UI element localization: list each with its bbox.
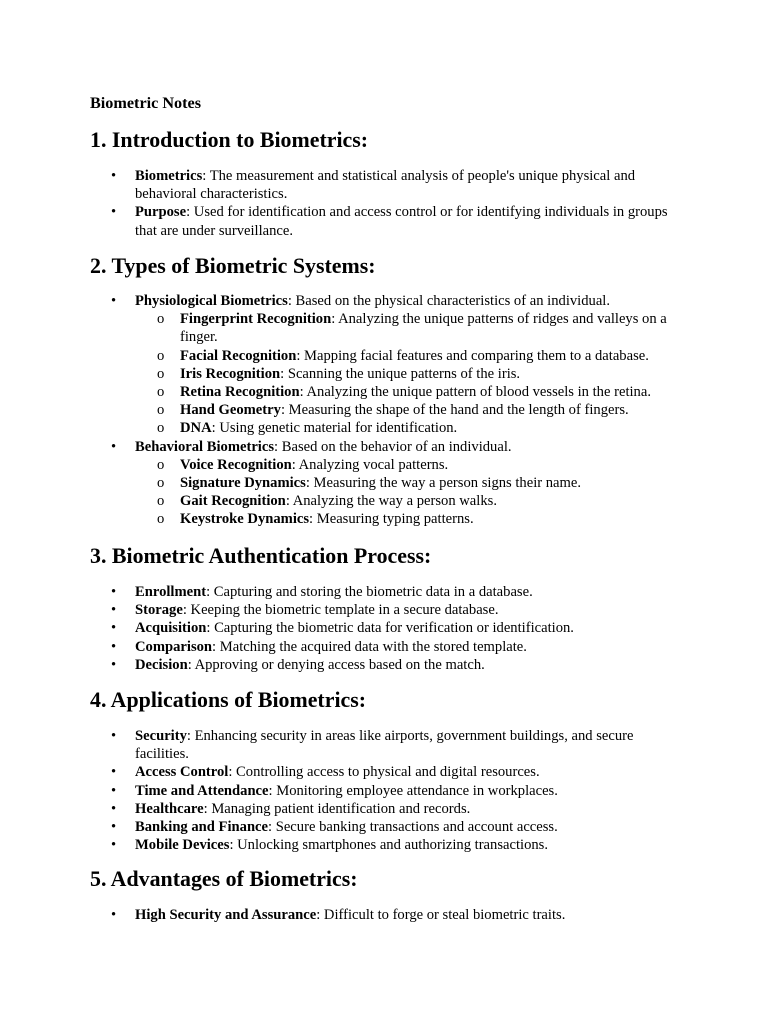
list-item [90, 818, 690, 836]
sub-bullet-marker: o [157, 493, 165, 510]
item-term: Banking and Finance [135, 819, 269, 836]
bullet-marker: • [111, 656, 117, 673]
item-term: Keystroke Dynamics [180, 511, 310, 528]
item-text: : Measuring typing patterns. [309, 511, 474, 528]
sub-list [135, 456, 690, 529]
section-list [90, 292, 690, 529]
bullet-marker: • [111, 204, 117, 221]
sub-bullet-marker: o [157, 475, 165, 492]
item-term: Healthcare [135, 800, 204, 817]
item-text: : Unlocking smartphones and authorizing transactions. [229, 837, 548, 854]
list-item [90, 203, 690, 239]
list-item [90, 292, 690, 438]
item-term: Facial Recognition [180, 347, 297, 364]
item-term: Time and Attendance [135, 782, 269, 799]
section-list [90, 906, 690, 924]
section-list [90, 167, 690, 240]
item-text: : Analyzing the way a person walks. [285, 493, 497, 510]
bullet-marker: • [111, 168, 117, 184]
item-text: : Controlling access to physical and digital resources. [228, 764, 540, 781]
item-text: : Approving or denying access based on the match. [187, 656, 485, 673]
sub-list-item [135, 365, 690, 383]
sub-list [135, 310, 690, 437]
item-term: Voice Recognition [180, 456, 292, 473]
item-term: Storage [135, 602, 183, 619]
sub-bullet-marker: o [157, 420, 165, 437]
page-title: Biometric Notes [90, 94, 202, 112]
item-text: : Difficult to forge or steal biometric traits. [316, 907, 566, 923]
bullet-marker: • [111, 602, 117, 619]
item-term: Gait Recognition [180, 493, 286, 510]
list-item [90, 619, 690, 637]
item-term: Decision [135, 656, 188, 673]
bullet-marker: • [111, 584, 117, 600]
item-text: : Capturing the biometric data for verification or identification. [206, 620, 574, 637]
section-list [90, 727, 690, 854]
item-term: Signature Dynamics [180, 475, 306, 492]
item-term: Hand Geometry [180, 402, 281, 419]
sub-bullet-marker: o [157, 402, 165, 419]
item-text: : Used for identification and access control or for identifying individuals in groups that are under surveillance. [135, 204, 668, 239]
sub-list-item [135, 456, 690, 474]
item-term: High Security and Assurance [135, 907, 317, 923]
section-heading: 1. Introduction to Biometrics: [90, 127, 369, 152]
item-text: : Secure banking transactions and account access. [268, 819, 558, 836]
sub-list-item [135, 383, 690, 401]
section-list [90, 583, 690, 674]
item-term: DNA [180, 420, 212, 437]
item-text: : Using genetic material for identification. [211, 420, 458, 437]
item-term: Acquisition [135, 620, 207, 637]
sub-bullet-marker: o [157, 456, 165, 473]
item-text: : Based on the behavior of an individual. [274, 438, 512, 455]
list-item [90, 601, 690, 619]
bullet-marker: • [111, 837, 117, 854]
item-text: : Measuring the shape of the hand and the length of fingers. [280, 402, 629, 419]
section-heading: 3. Biometric Authentication Process: [90, 543, 432, 568]
item-text: : Measuring the way a person signs their name. [305, 475, 582, 492]
item-term: Enrollment [135, 584, 207, 600]
item-text: : The measurement and statistical analysis of people's unique physical and behavioral characteristics. [135, 168, 636, 203]
item-text: : Mapping facial features and comparing them to a database. [296, 347, 649, 364]
bullet-marker: • [111, 819, 117, 836]
list-item [90, 800, 690, 818]
item-term: Physiological Biometrics [135, 293, 288, 309]
item-text: : Based on the physical characteristics of an individual. [287, 293, 610, 309]
item-term: Iris Recognition [180, 365, 281, 382]
item-text: : Keeping the biometric template in a secure database. [182, 602, 499, 619]
item-term: Mobile Devices [135, 837, 230, 854]
item-text: : Enhancing security in areas like airports, government buildings, and secure facilities. [135, 728, 634, 763]
item-text: : Monitoring employee attendance in workplaces. [268, 782, 558, 799]
list-item [90, 906, 690, 924]
list-item [90, 836, 690, 854]
bullet-marker: • [111, 438, 117, 455]
bullet-marker: • [111, 764, 117, 781]
sub-list-item [135, 310, 690, 346]
list-item [90, 782, 690, 800]
section-heading: 4. Applications of Biometrics: [90, 687, 367, 712]
sub-list-item [135, 419, 690, 437]
item-text: : Scanning the unique patterns of the iris. [280, 365, 521, 382]
bullet-marker: • [111, 638, 117, 655]
list-item [90, 167, 690, 203]
bullet-marker: • [111, 728, 117, 744]
item-term: Access Control [135, 764, 229, 781]
sub-bullet-marker: o [157, 511, 165, 528]
item-term: Behavioral Biometrics [135, 438, 275, 455]
item-term: Security [135, 728, 187, 744]
list-item [90, 727, 690, 763]
sub-list-item [135, 347, 690, 365]
section-heading: 5. Advantages of Biometrics: [90, 866, 358, 891]
list-item [90, 763, 690, 781]
sub-bullet-marker: o [157, 384, 165, 401]
section-heading: 2. Types of Biometric Systems: [90, 253, 376, 278]
list-item [90, 438, 690, 529]
item-text: : Analyzing vocal patterns. [291, 456, 449, 473]
sub-bullet-marker: o [157, 365, 165, 382]
sub-list-item [135, 401, 690, 419]
bullet-marker: • [111, 782, 117, 799]
sub-list-item [135, 492, 690, 510]
item-term: Comparison [135, 638, 213, 655]
sub-list-item [135, 510, 690, 528]
list-item [90, 656, 690, 674]
list-item [90, 583, 690, 601]
item-text: : Analyzing the unique pattern of blood vessels in the retina. [299, 384, 651, 401]
list-item [90, 638, 690, 656]
bullet-marker: • [111, 620, 117, 637]
item-text: : Matching the acquired data with the stored template. [212, 638, 527, 655]
item-text: : Capturing and storing the biometric data in a database. [206, 584, 533, 600]
bullet-marker: • [111, 293, 117, 309]
item-text: : Managing patient identification and records. [203, 800, 471, 817]
bullet-marker: • [111, 907, 117, 923]
item-term: Purpose [135, 204, 187, 221]
sub-bullet-marker: o [157, 311, 165, 328]
item-term: Fingerprint Recognition [180, 311, 332, 328]
sub-bullet-marker: o [157, 347, 165, 364]
sub-list-item [135, 474, 690, 492]
bullet-marker: • [111, 800, 117, 817]
item-text: : Analyzing the unique patterns of ridges and valleys on a finger. [180, 311, 667, 346]
item-term: Retina Recognition [180, 384, 300, 401]
item-term: Biometrics [135, 168, 203, 184]
